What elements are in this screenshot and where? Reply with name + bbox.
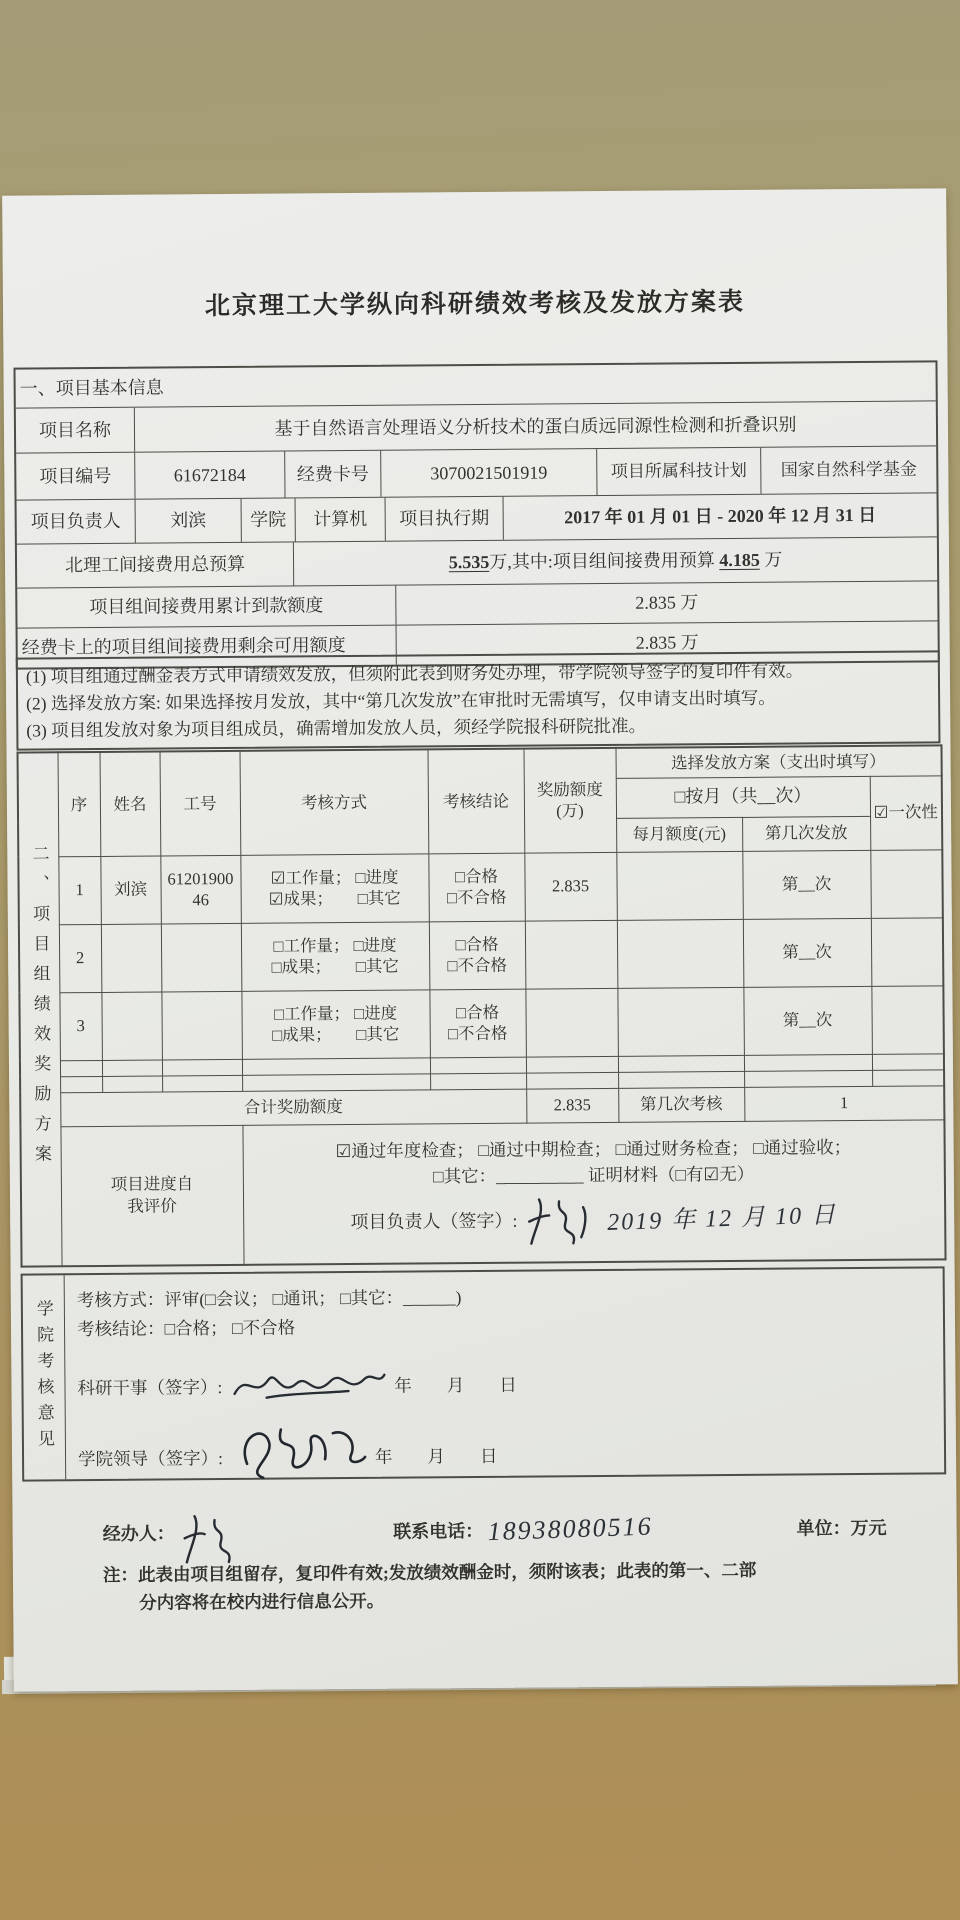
sec3-result-line: 考核结论：□合格； □不合格 bbox=[76, 1317, 296, 1340]
col-header-method: 考核方式 bbox=[240, 749, 429, 854]
clerk-sign-date: 年 月 日 bbox=[394, 1374, 517, 1396]
plan-once-option: ☑一次性 bbox=[870, 775, 943, 850]
received-label: 项目组间接费用累计到款额度 bbox=[89, 595, 324, 618]
row2-once bbox=[871, 917, 944, 986]
section2-vertical-label: 二、项目组绩效奖励方案 bbox=[18, 752, 62, 1266]
total-label: 合计奖励额度 bbox=[60, 1089, 526, 1127]
row3-method: □工作量； □进度 □成果； □其它 bbox=[241, 989, 430, 1058]
college-value: 计算机 bbox=[295, 498, 385, 542]
dean-signature bbox=[229, 1419, 369, 1480]
row2-nth: 第__次 bbox=[743, 918, 872, 987]
budget-label: 北理工间接费用总预算 bbox=[64, 554, 246, 576]
notes-block bbox=[16, 650, 941, 751]
remaining-value: 2.835 万 bbox=[396, 621, 938, 664]
project-name-value: 基于自然语言处理语义分析技术的蛋白质远同源性检测和折叠识别 bbox=[134, 401, 936, 451]
program-label: 项目所属科技计划 bbox=[596, 448, 760, 495]
col-header-seq: 序 bbox=[58, 752, 101, 856]
row1-month-amount bbox=[616, 851, 743, 920]
project-no-value: 61672184 bbox=[134, 452, 284, 499]
col-header-id: 工号 bbox=[160, 751, 241, 856]
row3-seq: 3 bbox=[59, 992, 102, 1060]
nth-exam-label: 第几次考核 bbox=[618, 1087, 744, 1122]
section2-table bbox=[17, 744, 947, 1267]
row3-name bbox=[101, 992, 162, 1060]
row3-nth: 第__次 bbox=[743, 986, 872, 1055]
phone-label: 联系电话： bbox=[393, 1520, 484, 1542]
row1-name: 刘滨 bbox=[100, 856, 161, 924]
row2-amount bbox=[525, 920, 618, 989]
row3-once bbox=[871, 985, 944, 1054]
self-eval-line2: □其它：__________ 证明材料（□有☑无） bbox=[432, 1163, 755, 1187]
self-eval-line1: ☑通过年度检查； □通过中期检查； □通过财务检查； □通过验收； bbox=[335, 1137, 852, 1162]
row2-month-amount bbox=[617, 919, 744, 988]
row2-result: □合格 □不合格 bbox=[429, 921, 526, 990]
row1-once bbox=[870, 849, 943, 918]
note-1: (1) 项目组通过酬金表方式申请绩效发放，但须附此表到财务处办理，带学院领导签字的复印件有效。 bbox=[25, 660, 804, 687]
clerk-sign-label: 科研干事（签字）: bbox=[77, 1376, 223, 1398]
row3-month-amount bbox=[617, 987, 744, 1056]
fund-card-label: 经费卡号 bbox=[284, 451, 380, 498]
row1-amount: 2.835 bbox=[524, 852, 617, 921]
dean-sign-date: 年 月 日 bbox=[374, 1445, 498, 1467]
note-3: (3) 项目组发放对象为项目组成员，确需增加发放人员，须经学院报科研院批准。 bbox=[26, 715, 647, 741]
row3-amount bbox=[525, 988, 618, 1057]
row1-seq: 1 bbox=[58, 856, 101, 924]
period-label: 项目执行期 bbox=[385, 497, 503, 541]
row3-result: □合格 □不合格 bbox=[429, 989, 526, 1058]
budget-unit: 万 bbox=[764, 549, 783, 571]
project-no-label: 项目编号 bbox=[39, 465, 112, 487]
budget-value bbox=[293, 537, 937, 585]
col-header-amount: 奖励额度 (万) bbox=[523, 748, 616, 853]
project-name-label: 项目名称 bbox=[38, 419, 112, 441]
form-title: 北京理工大学纵向科研绩效考核及发放方案表 bbox=[204, 287, 746, 321]
section3-vertical-label: 学院考核意见 bbox=[23, 1275, 67, 1479]
sec3-method-line: 考核方式：评审(□会议； □通讯； □其它：______) bbox=[76, 1287, 462, 1311]
leader-signature bbox=[525, 1193, 599, 1250]
budget-group: 4.185 bbox=[719, 550, 760, 571]
row1-nth: 第__次 bbox=[742, 850, 871, 919]
remaining-label: 经费卡上的项目组间接费用剩余可用额度 bbox=[21, 635, 346, 658]
bottom-note-line1: 注：此表由项目组留存，复印件有效;发放绩效酬金时，须附该表；此表的第一、二部 bbox=[102, 1559, 757, 1585]
row2-seq: 2 bbox=[59, 924, 102, 992]
unit-label: 单位：万元 bbox=[796, 1517, 887, 1539]
nth-exam-value: 1 bbox=[744, 1085, 944, 1121]
row1-method: ☑工作量； □进度 ☑成果； □其它 bbox=[240, 853, 429, 922]
program-value: 国家自然科学基金 bbox=[760, 446, 936, 493]
row2-method: □工作量； □进度 □成果； □其它 bbox=[241, 921, 430, 990]
leader-sign-date: 2019 年 12 月 10 日 bbox=[607, 1202, 838, 1236]
paper-document bbox=[2, 188, 958, 1691]
leader-sign-label: 项目负责人（签字）: bbox=[350, 1210, 518, 1232]
row1-result: □合格 □不合格 bbox=[428, 853, 525, 922]
col-header-nth: 第几次发放 bbox=[742, 816, 870, 851]
leader-value: 刘滨 bbox=[135, 499, 241, 543]
bottom-note bbox=[103, 1555, 893, 1617]
plan-monthly-option: □按月（共__次） bbox=[616, 776, 870, 818]
col-header-result: 考核结论 bbox=[428, 749, 525, 854]
phone-value: 18938080516 bbox=[486, 1511, 653, 1547]
row2-id bbox=[161, 923, 242, 992]
note-2: (2) 选择发放方案: 如果选择按月发放，其中“第几次发放”在审批时无需填写，仅申请支出时填写。 bbox=[26, 687, 776, 714]
section1-heading: 一、项目基本信息 bbox=[19, 377, 164, 399]
budget-mid: 万,其中:项目组间接费用预算 bbox=[489, 550, 715, 573]
budget-total: 5.535 bbox=[448, 552, 490, 573]
row3-id bbox=[161, 991, 242, 1060]
fund-card-value: 3070021501919 bbox=[380, 449, 596, 497]
clerk-signature bbox=[228, 1363, 388, 1408]
col-header-name: 姓名 bbox=[100, 752, 161, 856]
period-value: 2017 年 01 月 01 日 - 2020 年 12 月 31 日 bbox=[503, 493, 937, 539]
row1-id: 6120190046 bbox=[160, 855, 241, 924]
col-header-month-amount: 每月额度(元) bbox=[616, 817, 742, 852]
plan-header: 选择发放方案（支出时填写） bbox=[615, 745, 941, 778]
row2-name bbox=[101, 924, 162, 992]
member-row-3 bbox=[19, 985, 944, 1060]
leader-label: 项目负责人 bbox=[30, 511, 121, 532]
self-eval-row bbox=[20, 1119, 945, 1266]
section1-table bbox=[13, 360, 939, 669]
dean-sign-label: 学院领导（签字）: bbox=[77, 1447, 224, 1469]
section3-content bbox=[65, 1268, 945, 1479]
total-amount: 2.835 bbox=[526, 1088, 618, 1123]
member-row-2 bbox=[19, 917, 944, 992]
self-eval-label: 项目进度自 我评价 bbox=[60, 1125, 243, 1266]
self-eval-content bbox=[242, 1119, 945, 1265]
received-value: 2.835 万 bbox=[395, 581, 937, 624]
college-label: 学院 bbox=[241, 498, 295, 541]
bottom-note-line2: 分内容将在校内进行信息公开。 bbox=[139, 1590, 385, 1613]
operator-label: 经办人： bbox=[102, 1523, 175, 1544]
section3-table bbox=[21, 1266, 947, 1481]
member-row-1 bbox=[18, 849, 943, 924]
